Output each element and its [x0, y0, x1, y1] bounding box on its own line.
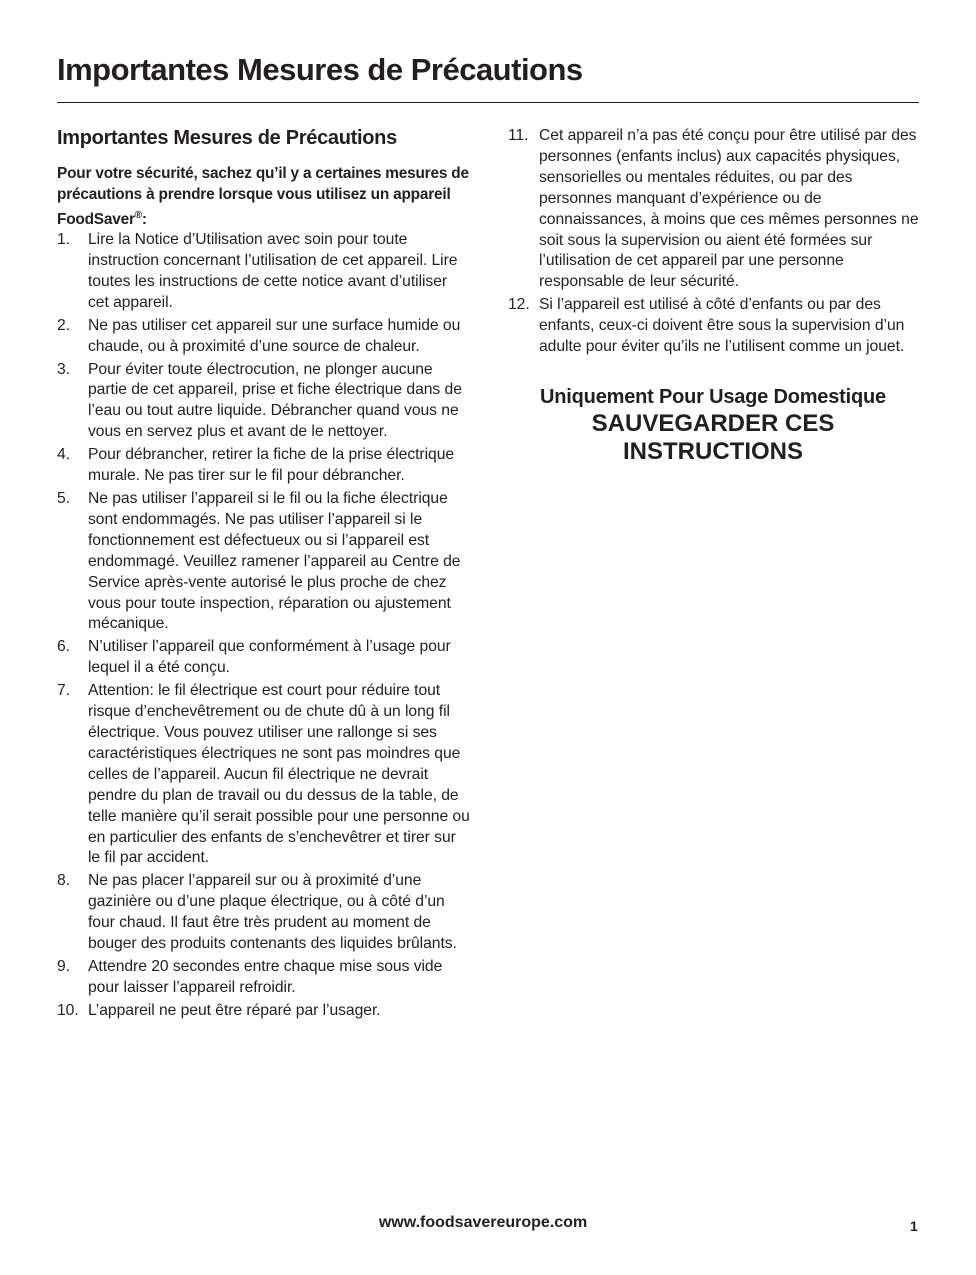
registered-mark: ® [134, 210, 142, 221]
list-item [57, 871, 472, 955]
page-title: Importantes Mesures de Précautions [57, 52, 583, 87]
item-text: Ne pas utiliser cet appareil sur une surface humide ou chaude, ou à proximité d’une source de chaleur. [88, 316, 461, 355]
item-text: L’appareil ne peut être réparé par l’usager. [88, 1001, 381, 1019]
page-number: 1 [910, 1218, 918, 1234]
left-column [57, 125, 472, 1024]
item-text: Pour débrancher, retirer la fiche de la prise électrique murale. Ne pas tirer sur le fil pour débrancher. [88, 446, 455, 485]
section-heading: Importantes Mesures de Précautions [57, 127, 397, 149]
item-text: Attention: le fil électrique est court pour réduire tout risque d’enchevêtrement ou de chute dû à un long fil électrique. Vous pouvez utiliser une rallonge si ses caractéristiques électriques ne sont pas moindres que celles de l’appareil. Aucun fil électrique ne devrait pendre du plan de travail ou du dessus de la table, de telle manière qu’il serait possible pour une personne ou en particulier des enfants de s’enchevêtrer et tirer sur le fil par accident. [88, 682, 470, 867]
right-column [508, 126, 923, 466]
precautions-list [57, 230, 472, 1022]
item-text: Pour éviter toute électrocution, ne plonger aucune partie de cet appareil, prise et fiche électrique dans de l’eau ou tout autre liquide. Débrancher quand vous ne vous en servez plus et avant de le nettoyer. [88, 360, 462, 441]
item-text: Si l’appareil est utilisé à côté d’enfants ou par des enfants, ceux-ci doivent être sous la supervision d’un adulte pour éviter qu’ils ne l’utilisent comme un jouet. [539, 296, 905, 356]
safety-intro [57, 163, 472, 230]
item-number: 9. [57, 957, 70, 975]
item-number: 12. [508, 296, 530, 314]
item-text: Attendre 20 secondes entre chaque mise sous vide pour laisser l’appareil refroidir. [88, 957, 443, 996]
list-item [57, 360, 472, 444]
list-item [57, 957, 472, 999]
list-item [508, 126, 923, 293]
safety-intro-text: Pour votre sécurité, sachez qu’il y a certaines mesures de précautions à prendre lorsque vous utilisez un appareil FoodSaver [57, 165, 469, 229]
save-instructions-line1: SAUVEGARDER CES [591, 409, 835, 437]
item-text: Lire la Notice d’Utilisation avec soin pour toute instruction concernant l’utilisation de cet appareil. Lire toutes les instructions de cette notice avant d’utiliser cet appareil. [88, 231, 458, 311]
item-number: 4. [57, 446, 70, 464]
item-number: 11. [508, 127, 529, 144]
list-item [57, 637, 472, 679]
list-item [57, 489, 472, 635]
item-number: 10. [57, 1001, 79, 1019]
save-instructions-line2: INSTRUCTIONS [623, 437, 803, 465]
item-text: Cet appareil n’a pas été conçu pour être utilisé par des personnes (enfants inclus) aux capacités physiques, sensorielles ou mentales réduites, ou par des personnes manquant d’expérience ou de connaissances, à moins que ces mêmes personnes ne soit sous la supervision ou aient été formées sur l’utilisation de cet appareil par une personne responsable de leur sécurité. [539, 127, 919, 291]
item-text: Ne pas utiliser l’appareil si le fil ou la fiche électrique sont endommagés. Ne pas utiliser l’appareil si le fonctionnement est défectueux ou si l’appareil est endommagé. Veuillez ramener l’appareil au Centre de Service après-vente autorisé le plus proche de chez vous pour toute inspection, réparation ou ajustement mécanique. [88, 490, 461, 633]
item-number: 1. [57, 231, 70, 249]
item-number: 5. [57, 490, 70, 507]
item-text: Ne pas placer l’appareil sur ou à proximité d’une gazinière ou d’une plaque électrique, ou à côté d’un four chaud. Il faut être très prudent au moment de bouger des produits contenants des liquides brûlants. [88, 872, 457, 953]
list-item [57, 1001, 472, 1022]
list-item [57, 316, 472, 358]
domestic-use-heading: Uniquement Pour Usage Domestique [540, 385, 886, 408]
title-divider [57, 102, 919, 103]
item-number: 3. [57, 360, 70, 378]
list-item [57, 445, 472, 487]
item-number: 7. [57, 682, 70, 700]
item-text: N’utiliser l’appareil que conformément à l’usage pour lequel il a été conçu. [88, 638, 451, 677]
item-number: 2. [57, 316, 70, 334]
precautions-list-continued [508, 126, 923, 358]
domestic-use-notice [508, 384, 918, 466]
item-number: 8. [57, 872, 70, 890]
list-item [57, 230, 472, 314]
list-item [508, 295, 923, 358]
safety-intro-colon: : [141, 211, 147, 229]
footer-url: www.foodsavereurope.com [378, 1214, 588, 1231]
item-number: 6. [57, 638, 70, 656]
list-item [57, 681, 472, 869]
